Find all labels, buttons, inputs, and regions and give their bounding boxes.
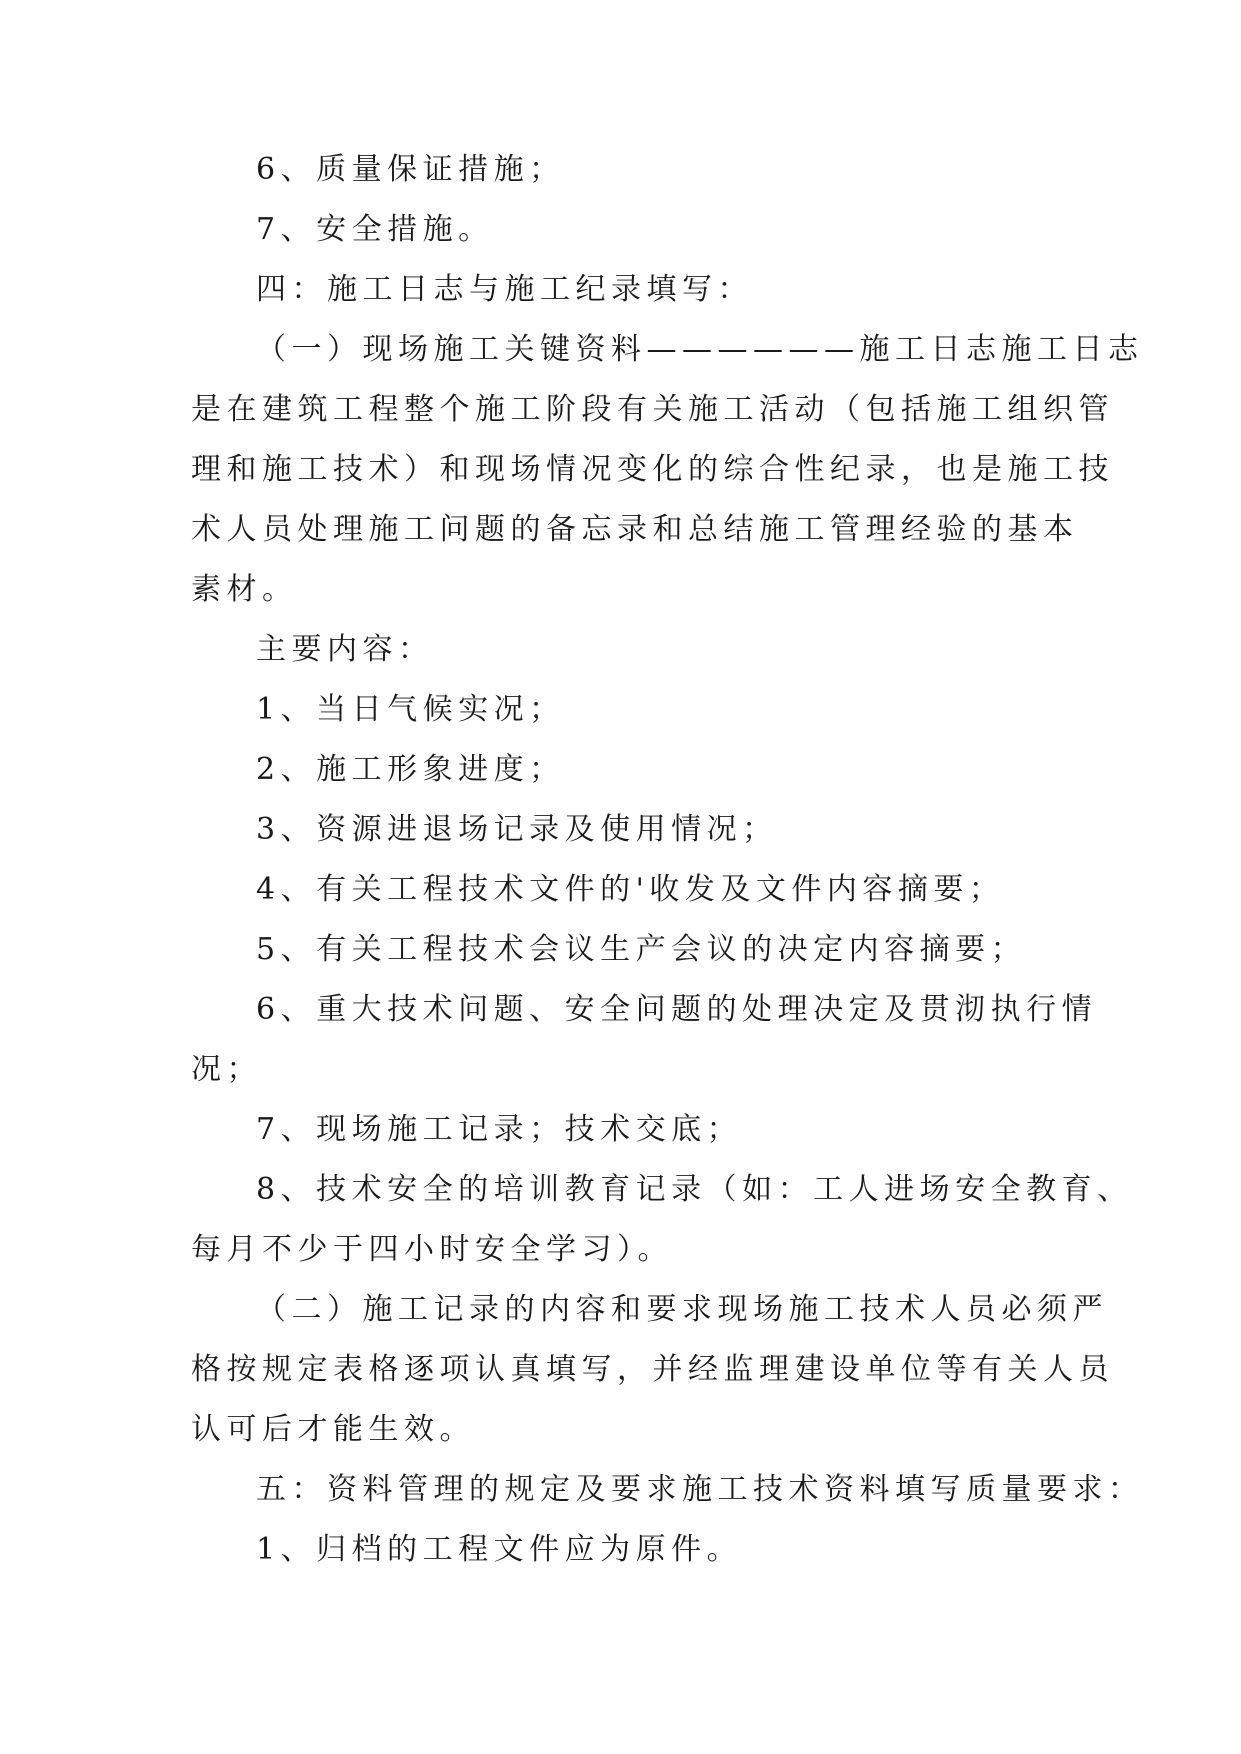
list-item-1: 1、当日气候实况； — [256, 692, 565, 727]
subsection-2-line-2: 格按规定表格逐项认真填写，并经监理建设单位等有关人员 — [191, 1352, 1114, 1387]
list-item-8-line-2: 每月不少于四小时安全学习）。 — [191, 1232, 673, 1267]
list-item-3: 3、资源进退场记录及使用情况； — [256, 812, 778, 847]
list-item-7: 7、现场施工记录；技术交底； — [256, 1112, 743, 1147]
list-item-safety-measures: 7、安全措施。 — [256, 212, 494, 247]
subsection-1-line-2: 是在建筑工程整个施工阶段有关施工活动（包括施工组织管 — [191, 392, 1114, 427]
section-heading-4: 四：施工日志与施工纪录填写： — [256, 272, 753, 307]
list-item-quality-assurance: 6、质量保证措施； — [256, 152, 565, 187]
list-item-4: 4、有关工程技术文件的'收发及文件内容摘要； — [256, 872, 1005, 907]
main-content-heading: 主要内容： — [256, 632, 434, 667]
list-item-6-line-1: 6、重大技术问题、安全问题的处理决定及贯沏执行情 — [256, 992, 1098, 1027]
list-item-8-line-1: 8、技术安全的培训教育记录（如：工人进场安全教育、 — [256, 1172, 1133, 1207]
subsection-1-line-3: 理和施工技术）和现场情况变化的综合性纪录，也是施工技 — [191, 452, 1114, 487]
list-item-5: 5、有关工程技术会议生产会议的决定内容摘要； — [256, 932, 1027, 967]
subsection-1-line-4: 术人员处理施工问题的备忘录和总结施工管理经验的基本 — [191, 512, 1079, 547]
subsection-1-line-1: （一）现场施工关键资料——————施工日志施工日志 — [256, 332, 1144, 367]
section-5-item-1: 1、归档的工程文件应为原件。 — [256, 1532, 743, 1567]
section-heading-5: 五：资料管理的规定及要求施工技术资料填写质量要求： — [256, 1472, 1144, 1507]
subsection-1-line-5: 素材。 — [191, 572, 298, 607]
list-item-6-line-2: 况； — [191, 1052, 262, 1087]
subsection-2-line-1: （二）施工记录的内容和要求现场施工技术人员必须严 — [256, 1292, 1108, 1327]
subsection-2-line-3: 认可后才能生效。 — [191, 1412, 475, 1447]
list-item-2: 2、施工形象进度； — [256, 752, 565, 787]
